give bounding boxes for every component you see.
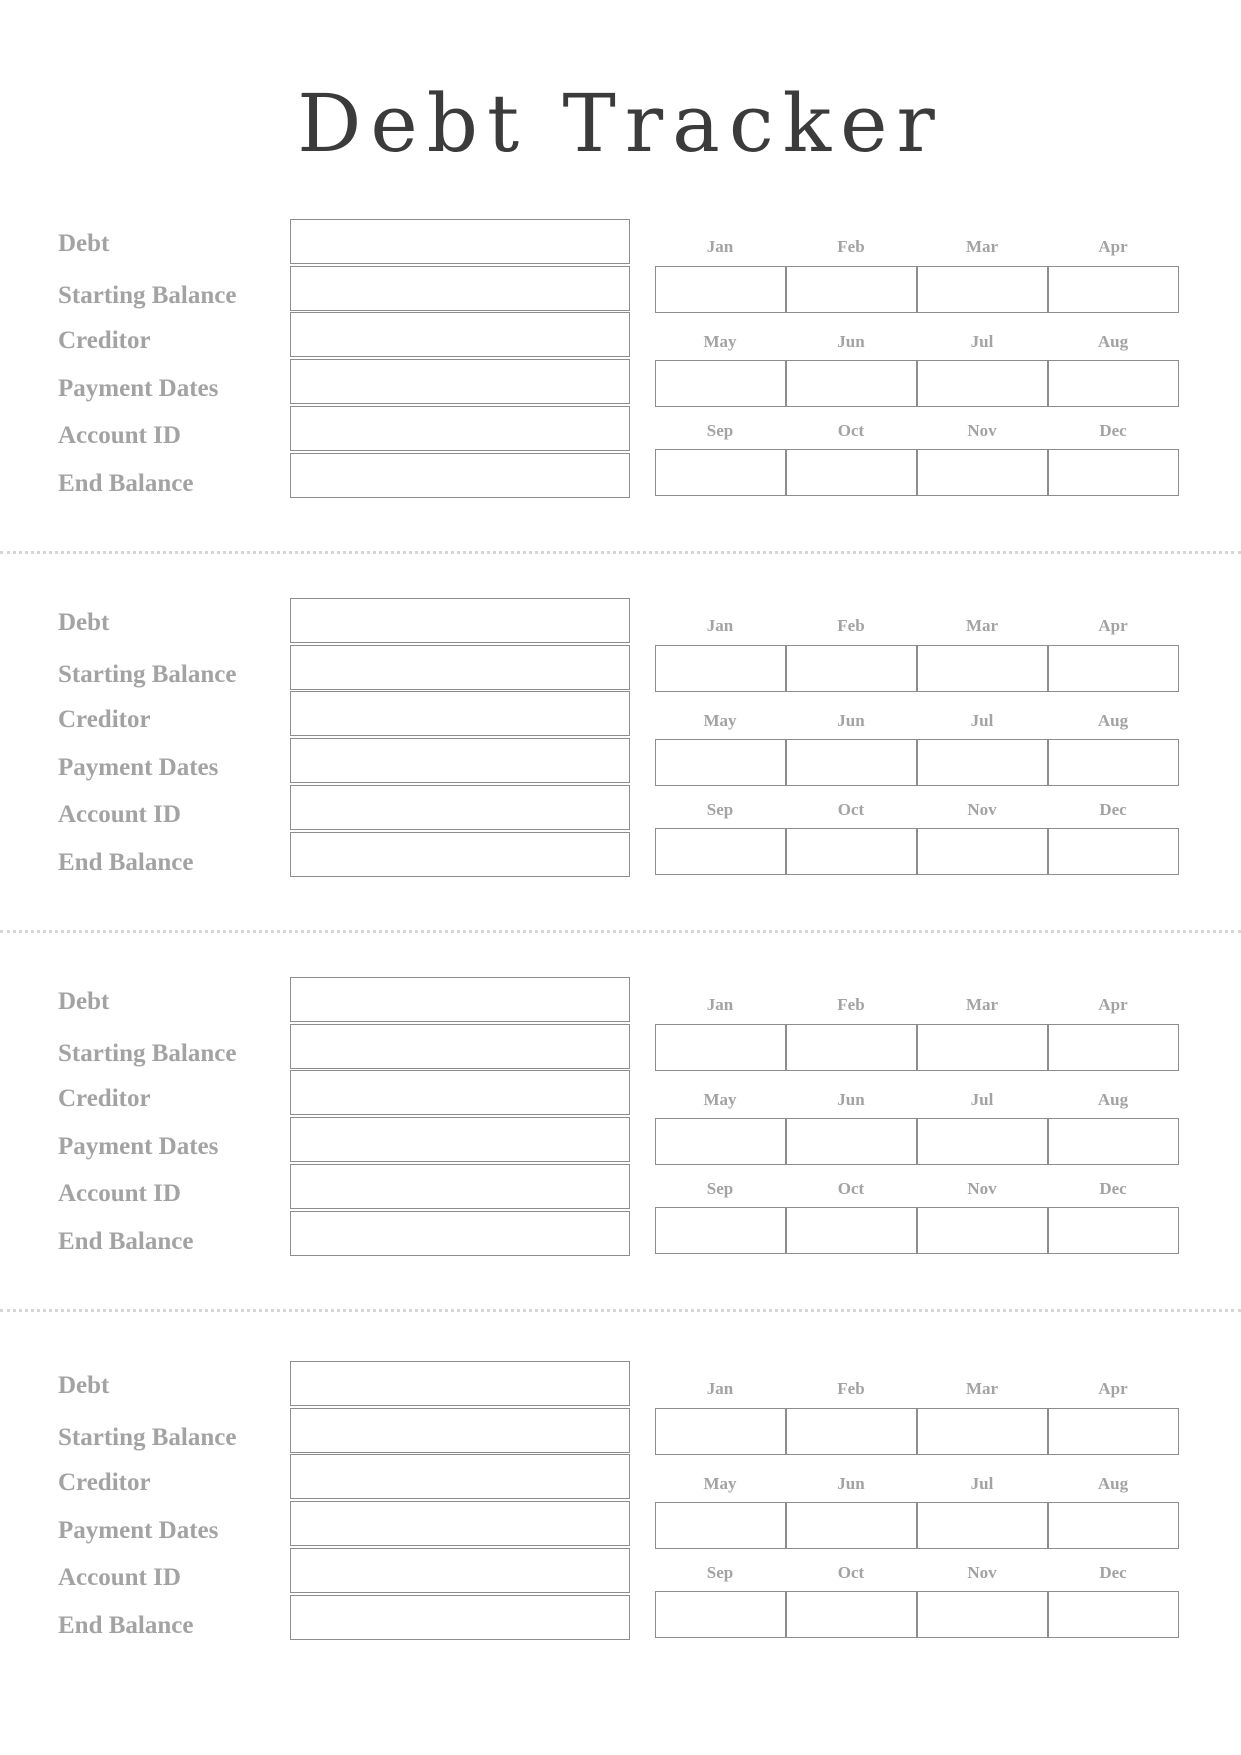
field-label-debt: Debt: [58, 1372, 110, 1399]
month-label-sep: Sep: [706, 421, 734, 440]
month-input-dec[interactable]: [1048, 449, 1179, 496]
debt-section: [0, 1360, 1241, 1650]
field-label-creditor: Creditor: [58, 327, 151, 354]
field-input-account-id[interactable]: [290, 406, 630, 451]
field-label-payment-dates: Payment Dates: [58, 1517, 219, 1544]
month-label-feb: Feb: [837, 995, 865, 1014]
field-input-account-id[interactable]: [290, 785, 630, 830]
month-label-jul: Jul: [970, 1090, 994, 1109]
month-input-oct[interactable]: [786, 1207, 917, 1254]
field-input-starting-balance[interactable]: [290, 266, 630, 311]
field-label-account-id: Account ID: [58, 1564, 181, 1591]
month-label-nov: Nov: [967, 1179, 997, 1198]
field-label-starting-balance: Starting Balance: [58, 661, 237, 688]
month-label-dec: Dec: [1099, 800, 1127, 819]
month-label-mar: Mar: [965, 1379, 999, 1398]
month-input-jul[interactable]: [917, 739, 1048, 786]
field-label-account-id: Account ID: [58, 801, 181, 828]
month-input-aug[interactable]: [1048, 1118, 1179, 1165]
month-input-mar[interactable]: [917, 645, 1048, 692]
month-label-jul: Jul: [970, 711, 994, 730]
month-input-sep[interactable]: [655, 1591, 786, 1638]
month-label-aug: Aug: [1097, 711, 1129, 730]
month-input-jan[interactable]: [655, 1024, 786, 1071]
field-label-end-balance: End Balance: [58, 1612, 194, 1639]
month-input-may[interactable]: [655, 1118, 786, 1165]
month-label-feb: Feb: [837, 616, 865, 635]
month-label-jul: Jul: [970, 332, 994, 351]
month-label-jan: Jan: [706, 995, 734, 1014]
month-label-nov: Nov: [967, 800, 997, 819]
debt-section: [0, 218, 1241, 508]
month-input-apr[interactable]: [1048, 1024, 1179, 1071]
month-input-sep[interactable]: [655, 1207, 786, 1254]
field-input-starting-balance[interactable]: [290, 645, 630, 690]
month-label-nov: Nov: [967, 1563, 997, 1582]
debt-section: [0, 976, 1241, 1266]
month-label-dec: Dec: [1099, 1563, 1127, 1582]
month-label-may: May: [703, 332, 737, 351]
month-input-nov[interactable]: [917, 1207, 1048, 1254]
month-input-aug[interactable]: [1048, 360, 1179, 407]
month-label-aug: Aug: [1097, 1474, 1129, 1493]
field-input-payment-dates[interactable]: [290, 738, 630, 783]
month-label-jan: Jan: [706, 616, 734, 635]
month-label-apr: Apr: [1098, 237, 1128, 256]
field-label-creditor: Creditor: [58, 1469, 151, 1496]
field-label-debt: Debt: [58, 609, 110, 636]
month-input-oct[interactable]: [786, 828, 917, 875]
month-input-apr[interactable]: [1048, 266, 1179, 313]
field-input-debt[interactable]: [290, 219, 630, 264]
month-input-aug[interactable]: [1048, 739, 1179, 786]
month-input-jun[interactable]: [786, 360, 917, 407]
month-input-feb[interactable]: [786, 1408, 917, 1455]
month-label-aug: Aug: [1097, 332, 1129, 351]
month-label-jan: Jan: [706, 237, 734, 256]
month-input-mar[interactable]: [917, 266, 1048, 313]
month-label-oct: Oct: [837, 1563, 865, 1582]
month-input-apr[interactable]: [1048, 645, 1179, 692]
month-label-feb: Feb: [837, 1379, 865, 1398]
month-input-jun[interactable]: [786, 739, 917, 786]
field-input-creditor[interactable]: [290, 1454, 630, 1499]
field-label-payment-dates: Payment Dates: [58, 754, 219, 781]
field-input-account-id[interactable]: [290, 1548, 630, 1593]
field-input-account-id[interactable]: [290, 1164, 630, 1209]
month-label-aug: Aug: [1097, 1090, 1129, 1109]
month-input-may[interactable]: [655, 1502, 786, 1549]
field-input-end-balance[interactable]: [290, 453, 630, 498]
month-input-feb[interactable]: [786, 645, 917, 692]
field-label-creditor: Creditor: [58, 706, 151, 733]
month-label-may: May: [703, 1090, 737, 1109]
field-input-starting-balance[interactable]: [290, 1024, 630, 1069]
month-label-jun: Jun: [837, 711, 865, 730]
field-input-end-balance[interactable]: [290, 1211, 630, 1256]
field-input-end-balance[interactable]: [290, 832, 630, 877]
month-input-jan[interactable]: [655, 1408, 786, 1455]
month-label-apr: Apr: [1098, 995, 1128, 1014]
month-label-may: May: [703, 1474, 737, 1493]
month-label-may: May: [703, 711, 737, 730]
month-input-oct[interactable]: [786, 449, 917, 496]
month-label-sep: Sep: [706, 1179, 734, 1198]
month-input-oct[interactable]: [786, 1591, 917, 1638]
month-input-jul[interactable]: [917, 1502, 1048, 1549]
month-label-mar: Mar: [965, 616, 999, 635]
month-input-sep[interactable]: [655, 828, 786, 875]
month-label-jun: Jun: [837, 1090, 865, 1109]
field-label-end-balance: End Balance: [58, 849, 194, 876]
month-label-sep: Sep: [706, 1563, 734, 1582]
month-input-sep[interactable]: [655, 449, 786, 496]
month-input-mar[interactable]: [917, 1408, 1048, 1455]
month-label-mar: Mar: [965, 237, 999, 256]
month-label-mar: Mar: [965, 995, 999, 1014]
field-input-debt[interactable]: [290, 598, 630, 643]
field-input-creditor[interactable]: [290, 312, 630, 357]
field-label-payment-dates: Payment Dates: [58, 1133, 219, 1160]
month-label-feb: Feb: [837, 237, 865, 256]
month-input-feb[interactable]: [786, 1024, 917, 1071]
field-input-creditor[interactable]: [290, 1070, 630, 1115]
month-input-may[interactable]: [655, 360, 786, 407]
field-label-starting-balance: Starting Balance: [58, 1424, 237, 1451]
page-title: Debt Tracker: [297, 77, 944, 170]
month-label-apr: Apr: [1098, 616, 1128, 635]
month-label-oct: Oct: [837, 1179, 865, 1198]
month-input-mar[interactable]: [917, 1024, 1048, 1071]
field-label-end-balance: End Balance: [58, 1228, 194, 1255]
month-input-jul[interactable]: [917, 360, 1048, 407]
field-input-creditor[interactable]: [290, 691, 630, 736]
month-label-sep: Sep: [706, 800, 734, 819]
month-input-nov[interactable]: [917, 1591, 1048, 1638]
month-input-dec[interactable]: [1048, 1207, 1179, 1254]
month-label-jul: Jul: [970, 1474, 994, 1493]
field-label-starting-balance: Starting Balance: [58, 1040, 237, 1067]
field-input-debt[interactable]: [290, 977, 630, 1022]
field-input-debt[interactable]: [290, 1361, 630, 1406]
month-input-jun[interactable]: [786, 1502, 917, 1549]
field-input-starting-balance[interactable]: [290, 1408, 630, 1453]
month-input-jun[interactable]: [786, 1118, 917, 1165]
month-input-may[interactable]: [655, 739, 786, 786]
field-label-account-id: Account ID: [58, 422, 181, 449]
month-input-dec[interactable]: [1048, 1591, 1179, 1638]
field-input-payment-dates[interactable]: [290, 1117, 630, 1162]
field-input-end-balance[interactable]: [290, 1595, 630, 1640]
month-input-dec[interactable]: [1048, 828, 1179, 875]
month-label-oct: Oct: [837, 800, 865, 819]
month-input-nov[interactable]: [917, 449, 1048, 496]
month-label-dec: Dec: [1099, 1179, 1127, 1198]
month-label-oct: Oct: [837, 421, 865, 440]
month-label-jun: Jun: [837, 1474, 865, 1493]
field-input-payment-dates[interactable]: [290, 359, 630, 404]
field-label-creditor: Creditor: [58, 1085, 151, 1112]
field-input-payment-dates[interactable]: [290, 1501, 630, 1546]
month-input-jan[interactable]: [655, 645, 786, 692]
month-input-aug[interactable]: [1048, 1502, 1179, 1549]
field-label-debt: Debt: [58, 988, 110, 1015]
month-label-dec: Dec: [1099, 421, 1127, 440]
month-input-jan[interactable]: [655, 266, 786, 313]
field-label-account-id: Account ID: [58, 1180, 181, 1207]
month-label-nov: Nov: [967, 421, 997, 440]
month-input-feb[interactable]: [786, 266, 917, 313]
field-label-starting-balance: Starting Balance: [58, 282, 237, 309]
field-label-debt: Debt: [58, 230, 110, 257]
field-label-payment-dates: Payment Dates: [58, 375, 219, 402]
month-label-jun: Jun: [837, 332, 865, 351]
month-label-jan: Jan: [706, 1379, 734, 1398]
field-label-end-balance: End Balance: [58, 470, 194, 497]
dotted-divider: [0, 1309, 1241, 1312]
month-input-apr[interactable]: [1048, 1408, 1179, 1455]
month-input-jul[interactable]: [917, 1118, 1048, 1165]
month-input-nov[interactable]: [917, 828, 1048, 875]
month-label-apr: Apr: [1098, 1379, 1128, 1398]
dotted-divider: [0, 930, 1241, 933]
dotted-divider: [0, 551, 1241, 554]
debt-section: [0, 597, 1241, 887]
